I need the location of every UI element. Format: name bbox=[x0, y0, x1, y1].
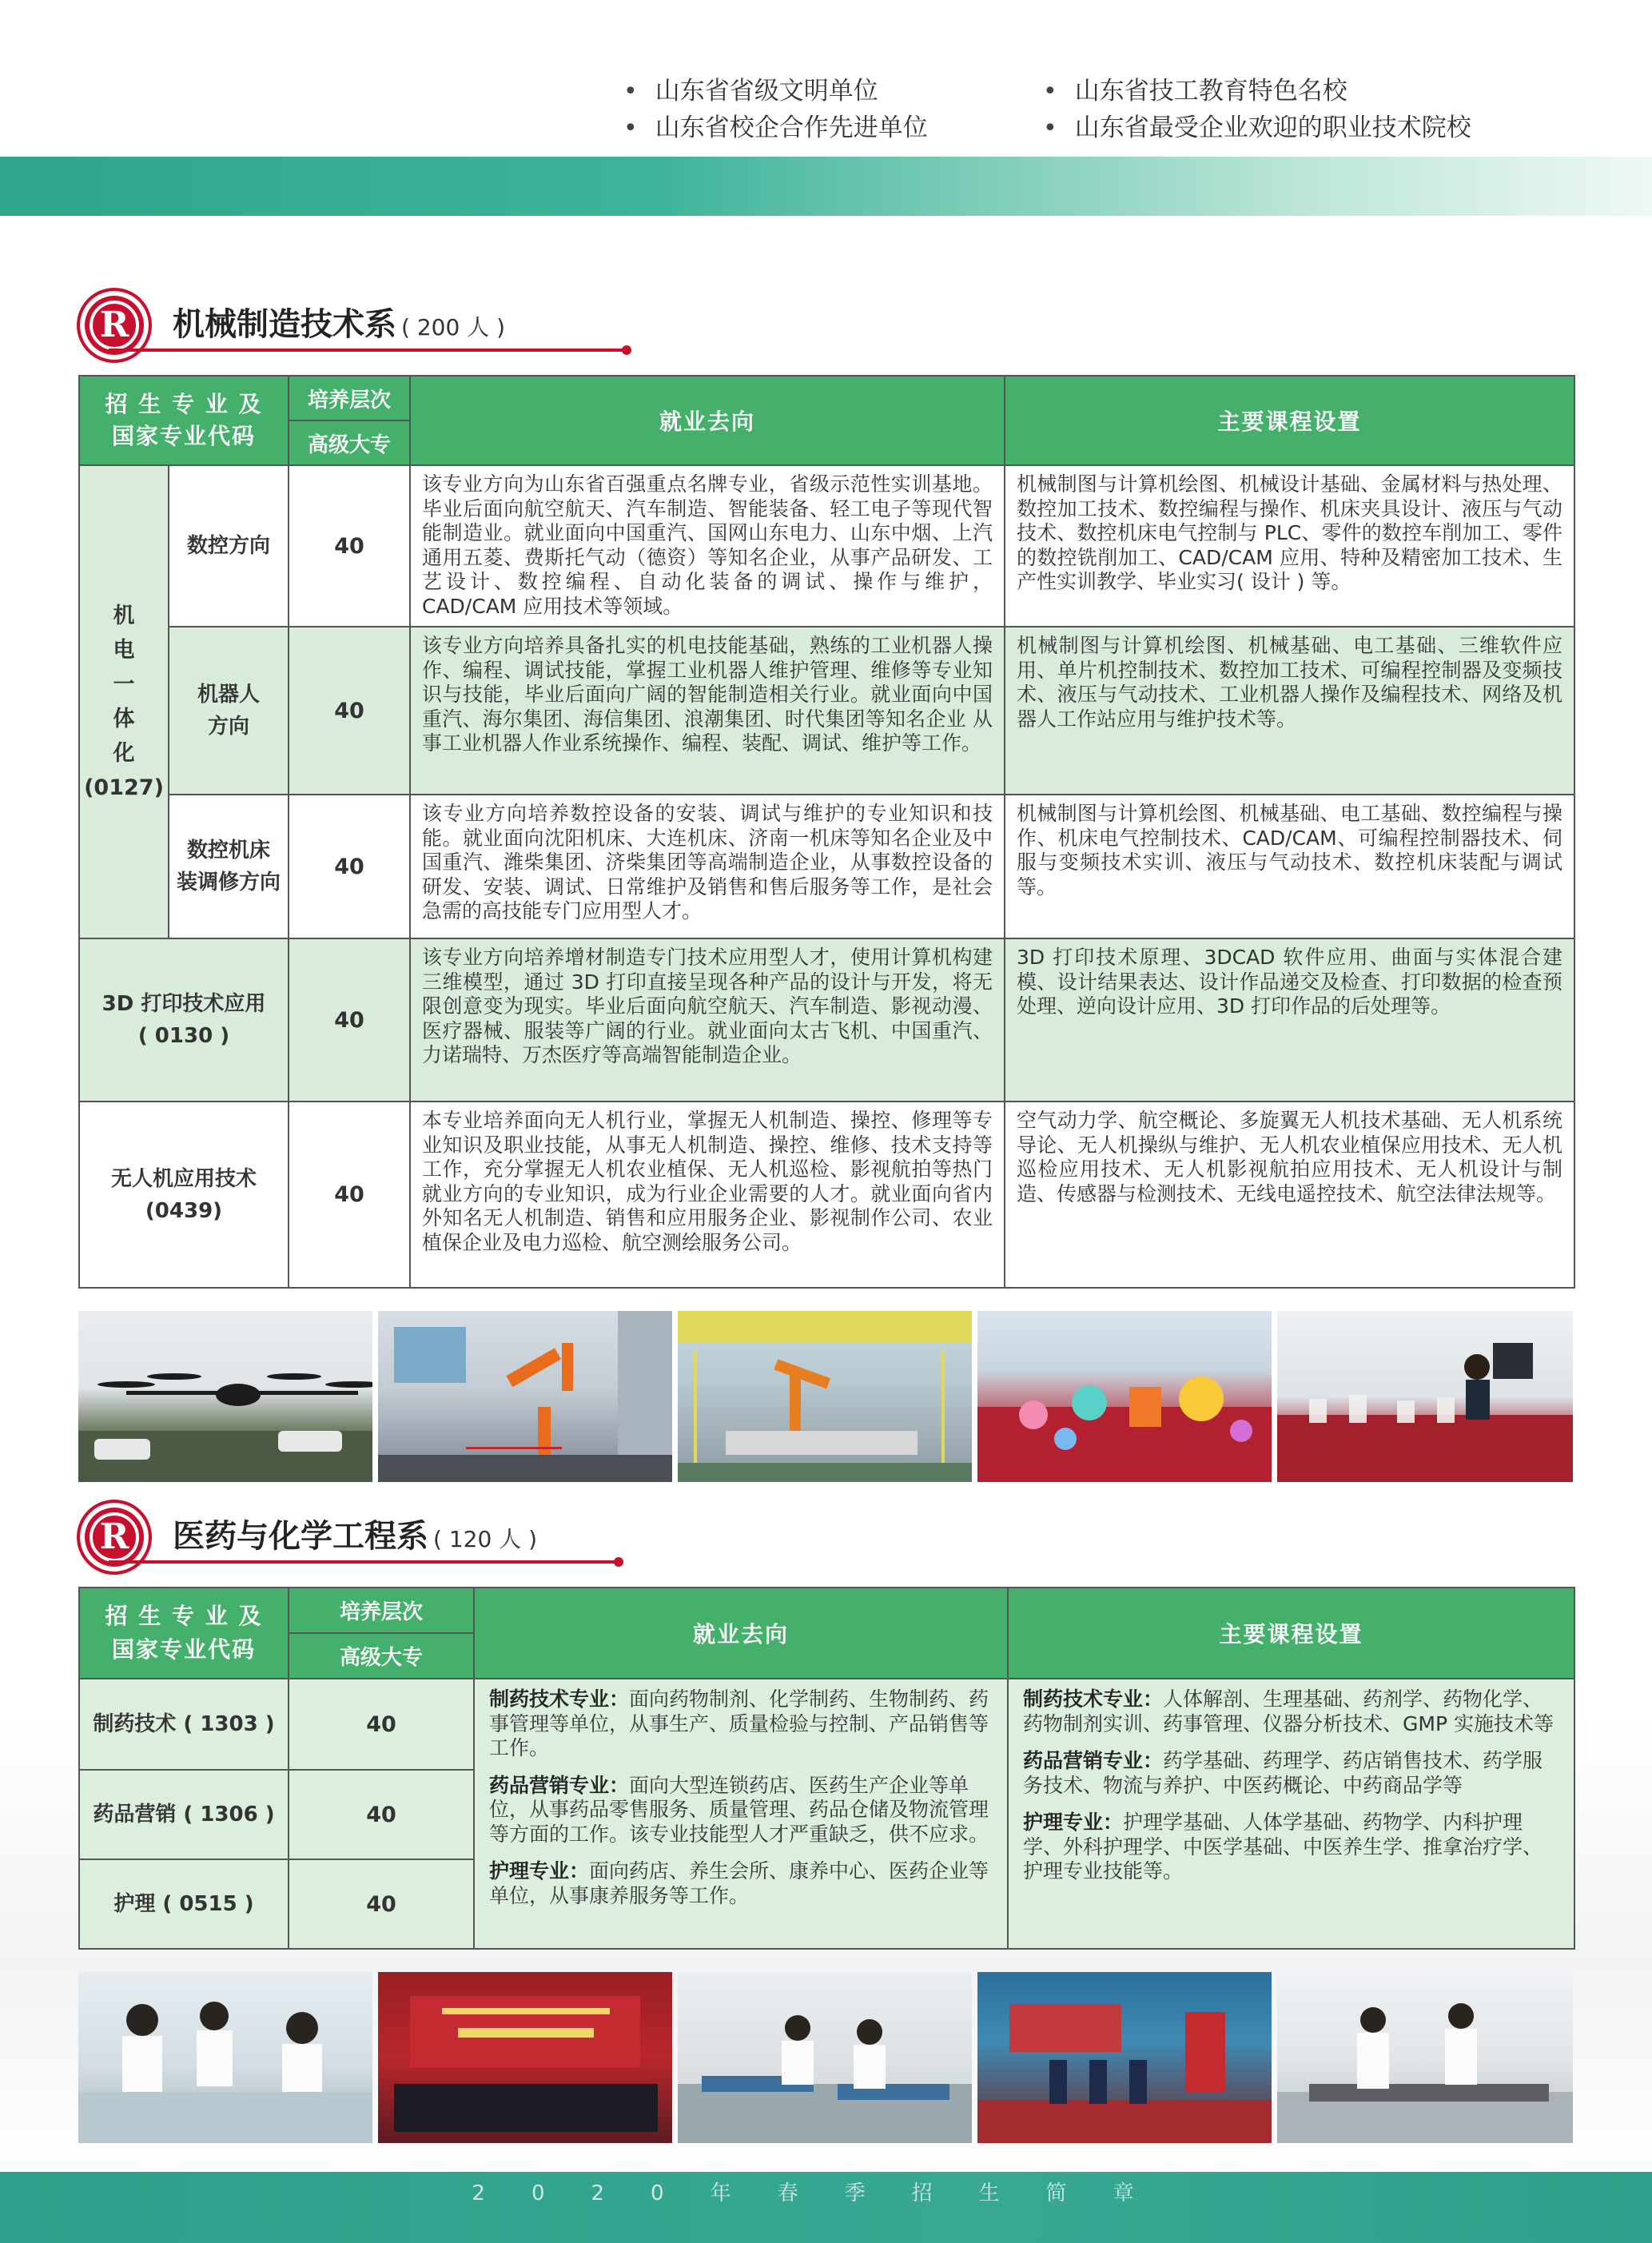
workstation-icon bbox=[678, 1311, 972, 1482]
major-name: 数控方向 bbox=[169, 465, 289, 627]
major-name: 药品营销 ( 1306 ) bbox=[79, 1770, 289, 1859]
section-count: ( 120 人 ) bbox=[433, 1526, 537, 1552]
header-level-sub: 高级大专 bbox=[289, 420, 410, 465]
school-logo-icon: R bbox=[77, 288, 152, 363]
enroll-count: 40 bbox=[289, 465, 410, 627]
photo-exhibition bbox=[1277, 1311, 1573, 1482]
photo-chem-lab bbox=[78, 1972, 372, 2143]
career-text: 该专业方向为山东省百强重点名牌专业，省级示范性实训基地。毕业后面向航空航天、汽车制造、智能装备、轻工电子等现代智能制造业。就业面向中国重汽、国网山东电力、山东中烟、上汽通用五菱、费斯托气动（德资）等知名企业，从事产品研发、工艺设计、数控编程、自动化装备的调试、操作与维护，CAD/CAM 应用技术等领域。 bbox=[410, 465, 1005, 627]
footer-text: 2020年春季招生简章 bbox=[472, 2181, 1180, 2205]
courses-text: 3D 打印技术原理、3DCAD 软件应用、曲面与实体混合建模、设计结果表达、设计作品递交及检查、打印数据的检查预处理、逆向设计应用、3D 打印作品的后处理等。 bbox=[1005, 938, 1574, 1102]
header-level: 培养层次 bbox=[289, 1588, 474, 1633]
ceremony-icon bbox=[378, 1972, 672, 2143]
header-major-code: 招 生 专 业 及 国家专业代码 bbox=[79, 376, 289, 465]
school-logo-icon: R bbox=[77, 1500, 152, 1575]
section-header-mechanical bbox=[77, 288, 572, 360]
section-title: 医药与化学工程系 ( 120 人 ) bbox=[173, 1518, 537, 1555]
major-name: 护理 ( 0515 ) bbox=[79, 1859, 289, 1949]
career-text: 该专业方向培养具备扎实的机电技能基础，熟练的工业机器人操作、编程、调试技能，掌握工业机器人维护管理、维修等专业知识与技能，毕业后面向广阔的智能制造相关行业。就业面向中国重汽、海尔集团、海信集团、浪潮集团、时代集团等知名企业 从事工业机器人作业系统操作、编程、装配、调试、维护等工作。 bbox=[410, 627, 1005, 795]
major-name: 制药技术 ( 1303 ) bbox=[79, 1679, 289, 1770]
section-count: ( 200 人 ) bbox=[401, 314, 505, 341]
honor-item: • 山东省省级文明单位 bbox=[623, 70, 878, 106]
header-level-sub: 高级大专 bbox=[289, 1633, 474, 1679]
header-major-code: 招 生 专 业 及 国家专业代码 bbox=[79, 1588, 289, 1679]
enroll-count: 40 bbox=[289, 795, 410, 938]
courses-text: 机械制图与计算机绘图、机械基础、电工基础、三维软件应用、单片机控制技术、数控加工技术、可编程控制器及变频技术、液压与气动技术、工业机器人操作及编程技术、网络及机器人工作站应用与维护技术等。 bbox=[1005, 627, 1574, 795]
header-level: 培养层次 bbox=[289, 376, 410, 420]
stage-icon bbox=[977, 1972, 1272, 2143]
enroll-count: 40 bbox=[289, 1102, 410, 1288]
courses-text: 制药技术专业：人体解剖、生理基础、药剂学、药物化学、药物制剂实训、药事管理、仪器分析技术、GMP 实施技术等 药品营销专业：药学基础、药理学、药店销售技术、药学服务技术、物流与养护、中医药概论、中药商品学等 护理专业：护理学基础、人体学基础、药物学、内科护理学、外科护理学、中医学基础、中医养生学、推拿治疗学、护理专业技能等。 bbox=[1008, 1679, 1574, 1949]
career-text: 制药技术专业：面向药物制剂、化学制药、生物制药、药事管理等单位，从事生产、质量检验与控制、产品销售等工作。 药品营销专业：面向大型连锁药店、医药生产企业等单位，从事药品零售服务、质量管理、药品仓储及物流管理等方面的工作。该专业技能型人才严重缺乏，供不应求。 护理专业：面向药店、养生会所、康养中心、医药企业等单位，从事康养服务等工作。 bbox=[474, 1679, 1008, 1949]
honor-item: • 山东省校企合作先进单位 bbox=[623, 107, 928, 143]
section-underline bbox=[109, 349, 628, 352]
photo-nursing-practice bbox=[678, 1972, 972, 2143]
photo-robot-arm-lab bbox=[378, 1311, 672, 1482]
section-title: 机械制造技术系 ( 200 人 ) bbox=[173, 306, 505, 343]
top-color-band bbox=[0, 157, 1652, 216]
career-text: 该专业方向培养数控设备的安装、调试与维护的专业知识和技能。就业面向沈阳机床、大连机床、济南一机床等知名企业及中国重汽、潍柴集团、济柴集团等高端制造企业，从事数控设备的研发、安装、调试、日常维护及销售和售后服务等工作，是社会急需的高技能专门应用型人才。 bbox=[410, 795, 1005, 938]
career-text: 该专业方向培养增材制造专门技术应用型人才，使用计算机构建三维模型，通过 3D 打印直接呈现各种产品的设计与开发，将无限创意变为现实。毕业后面向航空航天、汽车制造、影视动漫、医疗器械、服装等广阔的行业。就业面向太古飞机、中国重汽、力诺瑞特、万杰医疗等高端智能制造企业。 bbox=[410, 938, 1005, 1102]
honors-list bbox=[623, 70, 1582, 150]
nursing-beds-icon bbox=[678, 1972, 972, 2143]
major-name: 无人机应用技术 (0439) bbox=[79, 1102, 289, 1288]
nurse-training-icon bbox=[1277, 1972, 1573, 2143]
photo-drones bbox=[78, 1311, 372, 1482]
group-label-mechatronics: 机 电 一 体 化 (0127) bbox=[79, 465, 169, 938]
exhibition-icon bbox=[1277, 1311, 1573, 1482]
honor-item: • 山东省最受企业欢迎的职业技术院校 bbox=[1043, 107, 1471, 143]
major-name: 数控机床 装调修方向 bbox=[169, 795, 289, 938]
header-courses: 主要课程设置 bbox=[1005, 376, 1574, 465]
major-name: 3D 打印技术应用 ( 0130 ) bbox=[79, 938, 289, 1102]
major-name: 机器人 方向 bbox=[169, 627, 289, 795]
robot-arm-icon bbox=[378, 1311, 672, 1482]
mechanical-majors-table bbox=[78, 375, 1575, 1289]
enroll-count: 40 bbox=[289, 1679, 474, 1770]
enroll-count: 40 bbox=[289, 1770, 474, 1859]
photo-robot-workstation bbox=[678, 1311, 972, 1482]
enroll-count: 40 bbox=[289, 1859, 474, 1949]
enroll-count: 40 bbox=[289, 627, 410, 795]
photo-performance bbox=[977, 1972, 1272, 2143]
lab-students-icon bbox=[78, 1972, 372, 2143]
honor-item: • 山东省技工教育特色名校 bbox=[1043, 70, 1347, 106]
header-courses: 主要课程设置 bbox=[1008, 1588, 1574, 1679]
header-career: 就业去向 bbox=[410, 376, 1005, 465]
photo-3d-prints bbox=[977, 1311, 1272, 1482]
header-career: 就业去向 bbox=[474, 1588, 1008, 1679]
courses-text: 机械制图与计算机绘图、机械设计基础、金属材料与热处理、数控加工技术、数控编程与操作、机床夹具设计、液压与气动技术、数控机床电气控制与 PLC、零件的数控车削加工、零件的数控铣削加工、CAD/CAM 应用、特种及精密加工技术、生产性实训教学、毕业实习( 设计 ) 等。 bbox=[1005, 465, 1574, 627]
3d-print-icon bbox=[977, 1311, 1272, 1482]
drone-photo-icon bbox=[78, 1311, 372, 1482]
photo-nurse-training bbox=[1277, 1972, 1573, 2143]
courses-text: 机械制图与计算机绘图、机械基础、电工基础、数控编程与操作、机床电气控制技术、CAD/CAM、可编程控制器技术、伺服与变频技术实训、液压与气动技术、数控机床装配与调试等。 bbox=[1005, 795, 1574, 938]
section-underline bbox=[109, 1560, 620, 1564]
section-header-pharma bbox=[77, 1500, 572, 1572]
courses-text: 空气动力学、航空概论、多旋翼无人机技术基础、无人机系统导论、无人机操纵与维护、无人机农业植保应用技术、无人机巡检应用技术、无人机影视航拍应用技术、无人机设计与制造、传感器与检测技术、无线电遥控技术、航空法律法规等。 bbox=[1005, 1102, 1574, 1288]
enroll-count: 40 bbox=[289, 938, 410, 1102]
career-text: 本专业培养面向无人机行业，掌握无人机制造、操控、修理等专业知识及职业技能，从事无人机制造、操控、维修、技术支持等工作，充分掌握无人机农业植保、无人机巡检、影视航拍等热门就业方向的专业知识，成为行业企业需要的人才。就业面向省内外知名无人机制造、销售和应用服务企业、影视制作公司、农业植保企业及电力巡检、航空测绘服务公司。 bbox=[410, 1102, 1005, 1288]
pharma-majors-table bbox=[78, 1587, 1575, 1950]
photo-ceremony bbox=[378, 1972, 672, 2143]
